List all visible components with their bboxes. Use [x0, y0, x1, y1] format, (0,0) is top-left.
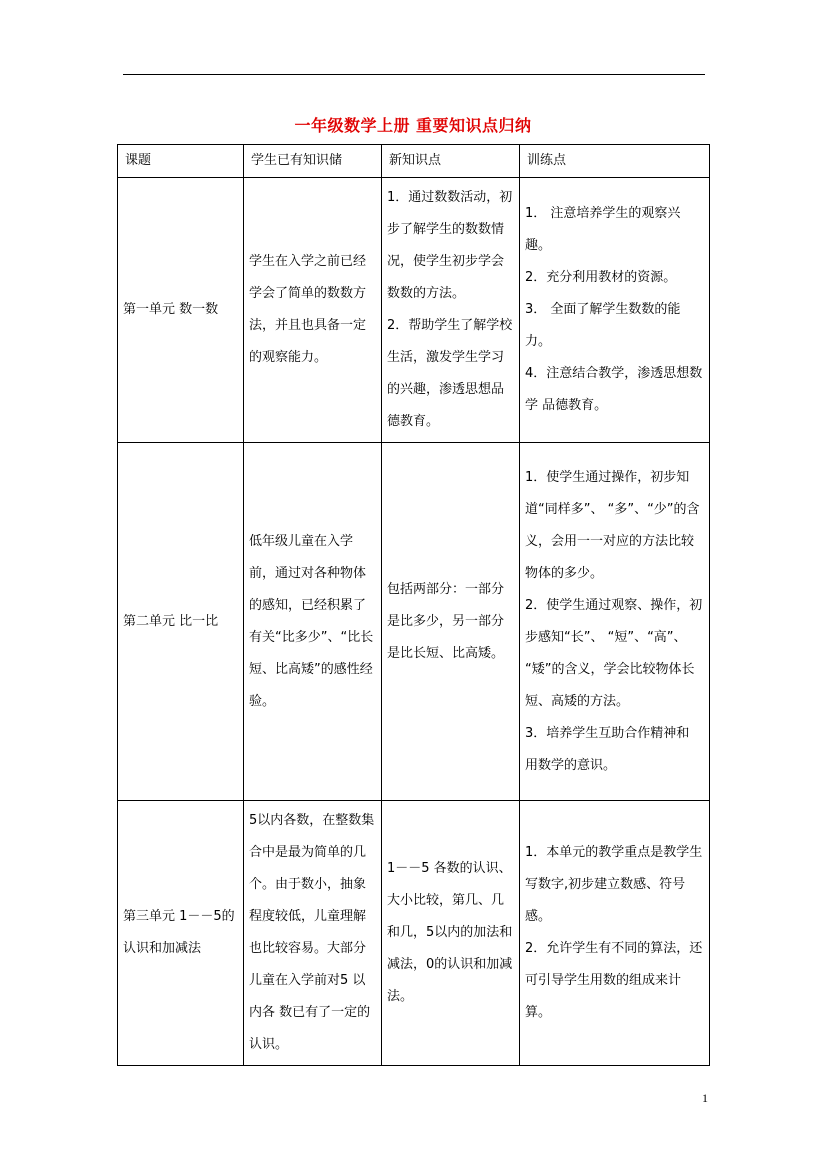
new-knowledge-item: 包括两部分：一部分是比多少，另一部分是比长短、比高矮。	[387, 581, 505, 661]
training-item: 2．使学生通过观察、操作，初步感知“长”、 “短”、“高”、 “矮”的含义，学会比较物体长短、高矮的方法。	[525, 597, 703, 709]
new-knowledge-cell	[382, 443, 520, 801]
header-cell-prior-knowledge: 学生已有知识储	[244, 145, 382, 178]
training-item: 3． 全面了解学生数数的能力。	[525, 302, 681, 349]
prior-knowledge-cell: 学生在入学之前已经学会了简单的数数方法，并且也具备一定的观察能力。	[244, 178, 382, 443]
new-knowledge-item: 1－－5 各数的认识、大小比较，第几、几和几，5以内的加法和减法，0的认识和加减法。	[387, 861, 513, 1004]
table-row	[118, 801, 710, 1066]
new-knowledge-cell	[382, 178, 520, 443]
header-cell-new-knowledge: 新知识点	[382, 145, 520, 178]
topic-cell: 第一单元 数一数	[118, 178, 244, 443]
new-knowledge-item: 2．帮助学生了解学校生活，激发学生学习的兴趣，渗透思想品德教育。	[387, 318, 513, 429]
header-cell-training: 训练点	[520, 145, 710, 178]
training-item: 2．允许学生有不同的算法，还可引导学生用数的组成来计算。	[525, 941, 703, 1020]
header-cell-topic: 课题	[118, 145, 244, 178]
page-title: 一年级数学上册 重要知识点归纳	[294, 116, 532, 135]
table-header-row	[118, 145, 710, 178]
new-knowledge-item: 1．通过数数活动，初步了解学生的数数情况，使学生初步学会数数的方法。	[387, 190, 513, 301]
training-item: 2．充分利用教材的资源。	[525, 270, 677, 285]
header-rule	[123, 74, 705, 75]
topic-cell: 第二单元 比一比	[118, 443, 244, 801]
page-number: 1	[702, 1091, 708, 1105]
prior-knowledge-cell: 5以内各数，在整数集合中是最为简单的几个。由于数小，抽象程度较低，儿童理解也比较容易。大部分儿童在入学前对5 以内各 数已有了一定的认识。	[244, 801, 382, 1066]
training-cell	[520, 443, 710, 801]
knowledge-table	[117, 144, 710, 1066]
training-item: 1．使学生通过操作，初步知道“同样多”、 “多”、“少”的含义，会用一一对应的方法比较物体的多少。	[525, 469, 700, 581]
new-knowledge-cell	[382, 801, 520, 1066]
topic-cell: 第三单元 1－－5的认识和加减法	[118, 801, 244, 1066]
training-item: 1．本单元的教学重点是教学生写数字,初步建立数感、符号感。	[525, 845, 703, 924]
training-item: 3．培养学生互助合作精神和 用数学的意识。	[525, 725, 690, 773]
table-row	[118, 178, 710, 443]
training-cell	[520, 178, 710, 443]
prior-knowledge-cell: 低年级儿童在入学前，通过对各种物体的感知，已经积累了有关“比多少”、“比长短、比高矮”的感性经验。	[244, 443, 382, 801]
table-row	[118, 443, 710, 801]
training-item: 4．注意结合教学，渗透思想数学 品德教育。	[525, 366, 703, 413]
training-item: 1． 注意培养学生的观察兴趣。	[525, 206, 681, 253]
training-cell	[520, 801, 710, 1066]
